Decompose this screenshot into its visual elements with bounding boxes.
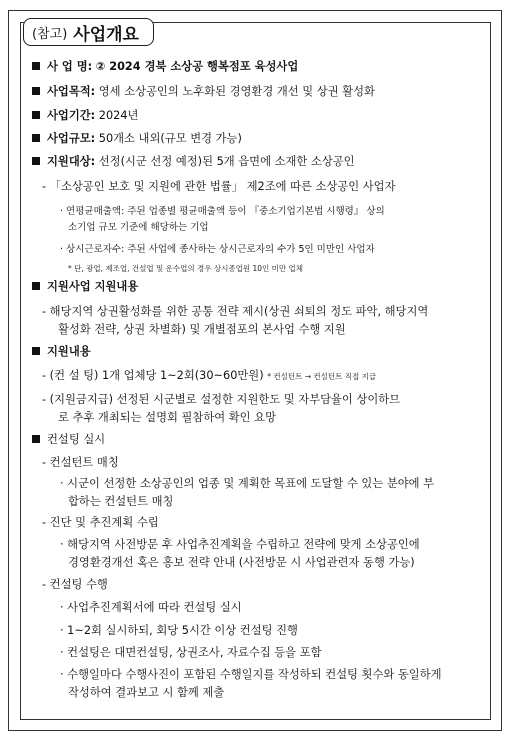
consulting-diag: - 진단 및 추진계획 수립 bbox=[42, 516, 159, 529]
square-bullet-icon bbox=[32, 111, 40, 119]
target-note: * 단, 광업, 제조업, 건설업 및 운수업의 경우 상시종업원 10인 미만 업체 bbox=[68, 264, 304, 273]
square-bullet-icon bbox=[32, 282, 40, 290]
square-bullet-icon bbox=[32, 134, 40, 142]
item-purpose: 사업목적: 영세 소상공인의 노후화된 경영환경 개선 및 상권 활성화 bbox=[32, 85, 375, 99]
item-period: 사업기간: 2024년 bbox=[32, 109, 138, 123]
consulting-exec-line5: 작성하여 결과보고 시 함께 제출 bbox=[68, 686, 225, 699]
title-tag: (참고) bbox=[32, 26, 68, 42]
square-bullet-icon bbox=[32, 157, 40, 165]
consulting-exec-line4: · 수행일마다 수행사진이 포함된 수행일지를 작성하되 컨설팅 횟수와 동일하게 bbox=[60, 668, 442, 681]
consulting-match: - 컨설턴트 매칭 bbox=[42, 456, 119, 469]
square-bullet-icon bbox=[32, 435, 40, 443]
square-bullet-icon bbox=[32, 347, 40, 355]
page-title: 사업개요 bbox=[73, 24, 139, 45]
support-heading: 지원사업 지원내용 bbox=[32, 280, 138, 294]
content-heading: 지원내용 bbox=[32, 345, 91, 359]
consulting-exec-line1: · 사업추진계획서에 따라 컨설팅 실시 bbox=[60, 601, 242, 614]
consulting-exec-line2: · 1~2회 실시하되, 회당 5시간 이상 컨설팅 진행 bbox=[60, 624, 298, 637]
item-name: 사 업 명: ② 2024 경북 소상공 행복점포 육성사업 bbox=[32, 60, 298, 74]
consulting-exec: - 컨설팅 수행 bbox=[42, 578, 108, 591]
support-desc-line1: - 해당지역 상권활성화를 위한 공통 전략 제시(상권 쇠퇴의 정도 파악, 해당지역 bbox=[42, 305, 429, 318]
consulting-exec-line3: · 컨설팅은 대면컨설팅, 상권조사, 자료수집 등을 포함 bbox=[60, 646, 322, 659]
consulting-diag-line2: 경영환경개선 혹은 홍보 전략 안내 (사전방문 시 사업관련자 동행 가능) bbox=[68, 556, 415, 569]
content-grant-line2: 로 추후 개최되는 설명회 필참하여 확인 요망 bbox=[58, 411, 276, 424]
section-title-box bbox=[23, 18, 154, 46]
target-sales-line2: 소기업 규모 기준에 해당하는 기업 bbox=[68, 222, 209, 233]
consulting-match-line2: 합하는 컨설턴트 매칭 bbox=[68, 495, 174, 508]
item-target: 지원대상: 선정(시군 선정 예정)된 5개 읍면에 소재한 소상공인 bbox=[32, 155, 355, 169]
content-grant-line1: - (지원금지급) 선정된 시군별로 설정한 지원한도 및 자부담율이 상이하므 bbox=[42, 393, 401, 406]
square-bullet-icon bbox=[32, 62, 40, 70]
content-consult: - (컨 설 팅) 1개 업체당 1~2회(30~60만원) * 컨설턴트 → 컨설턴트 직접 지급 bbox=[42, 369, 377, 382]
consulting-heading: 컨설팅 실시 bbox=[32, 433, 105, 447]
consulting-diag-line1: · 해당지역 사전방문 후 사업추진계획을 수립하고 전략에 맞게 소상공인에 bbox=[60, 538, 420, 551]
target-sales-line1: · 연평균매출액: 주된 업종별 평균매출액 등이 『중소기업기본법 시행령』 상의 bbox=[60, 206, 385, 217]
consulting-match-line1: · 시군이 선정한 소상공인의 업종 및 계획한 목표에 도달할 수 있는 분야에 부 bbox=[60, 477, 435, 490]
target-workers: · 상시근로자수: 주된 사업에 종사하는 상시근로자의 수가 5인 미만인 사업자 bbox=[60, 244, 375, 255]
support-desc-line2: 활성화 전략, 상권 차별화) 및 개별점포의 본사업 수행 지원 bbox=[58, 323, 346, 336]
item-scale: 사업규모: 50개소 내외(규모 변경 가능) bbox=[32, 132, 242, 146]
target-law: - 「소상공인 보호 및 지원에 관한 법률」 제2조에 따른 소상공인 사업자 bbox=[42, 180, 396, 193]
square-bullet-icon bbox=[32, 87, 40, 95]
consult-note: * 컨설턴트 → 컨설턴트 직접 지급 bbox=[267, 372, 377, 381]
